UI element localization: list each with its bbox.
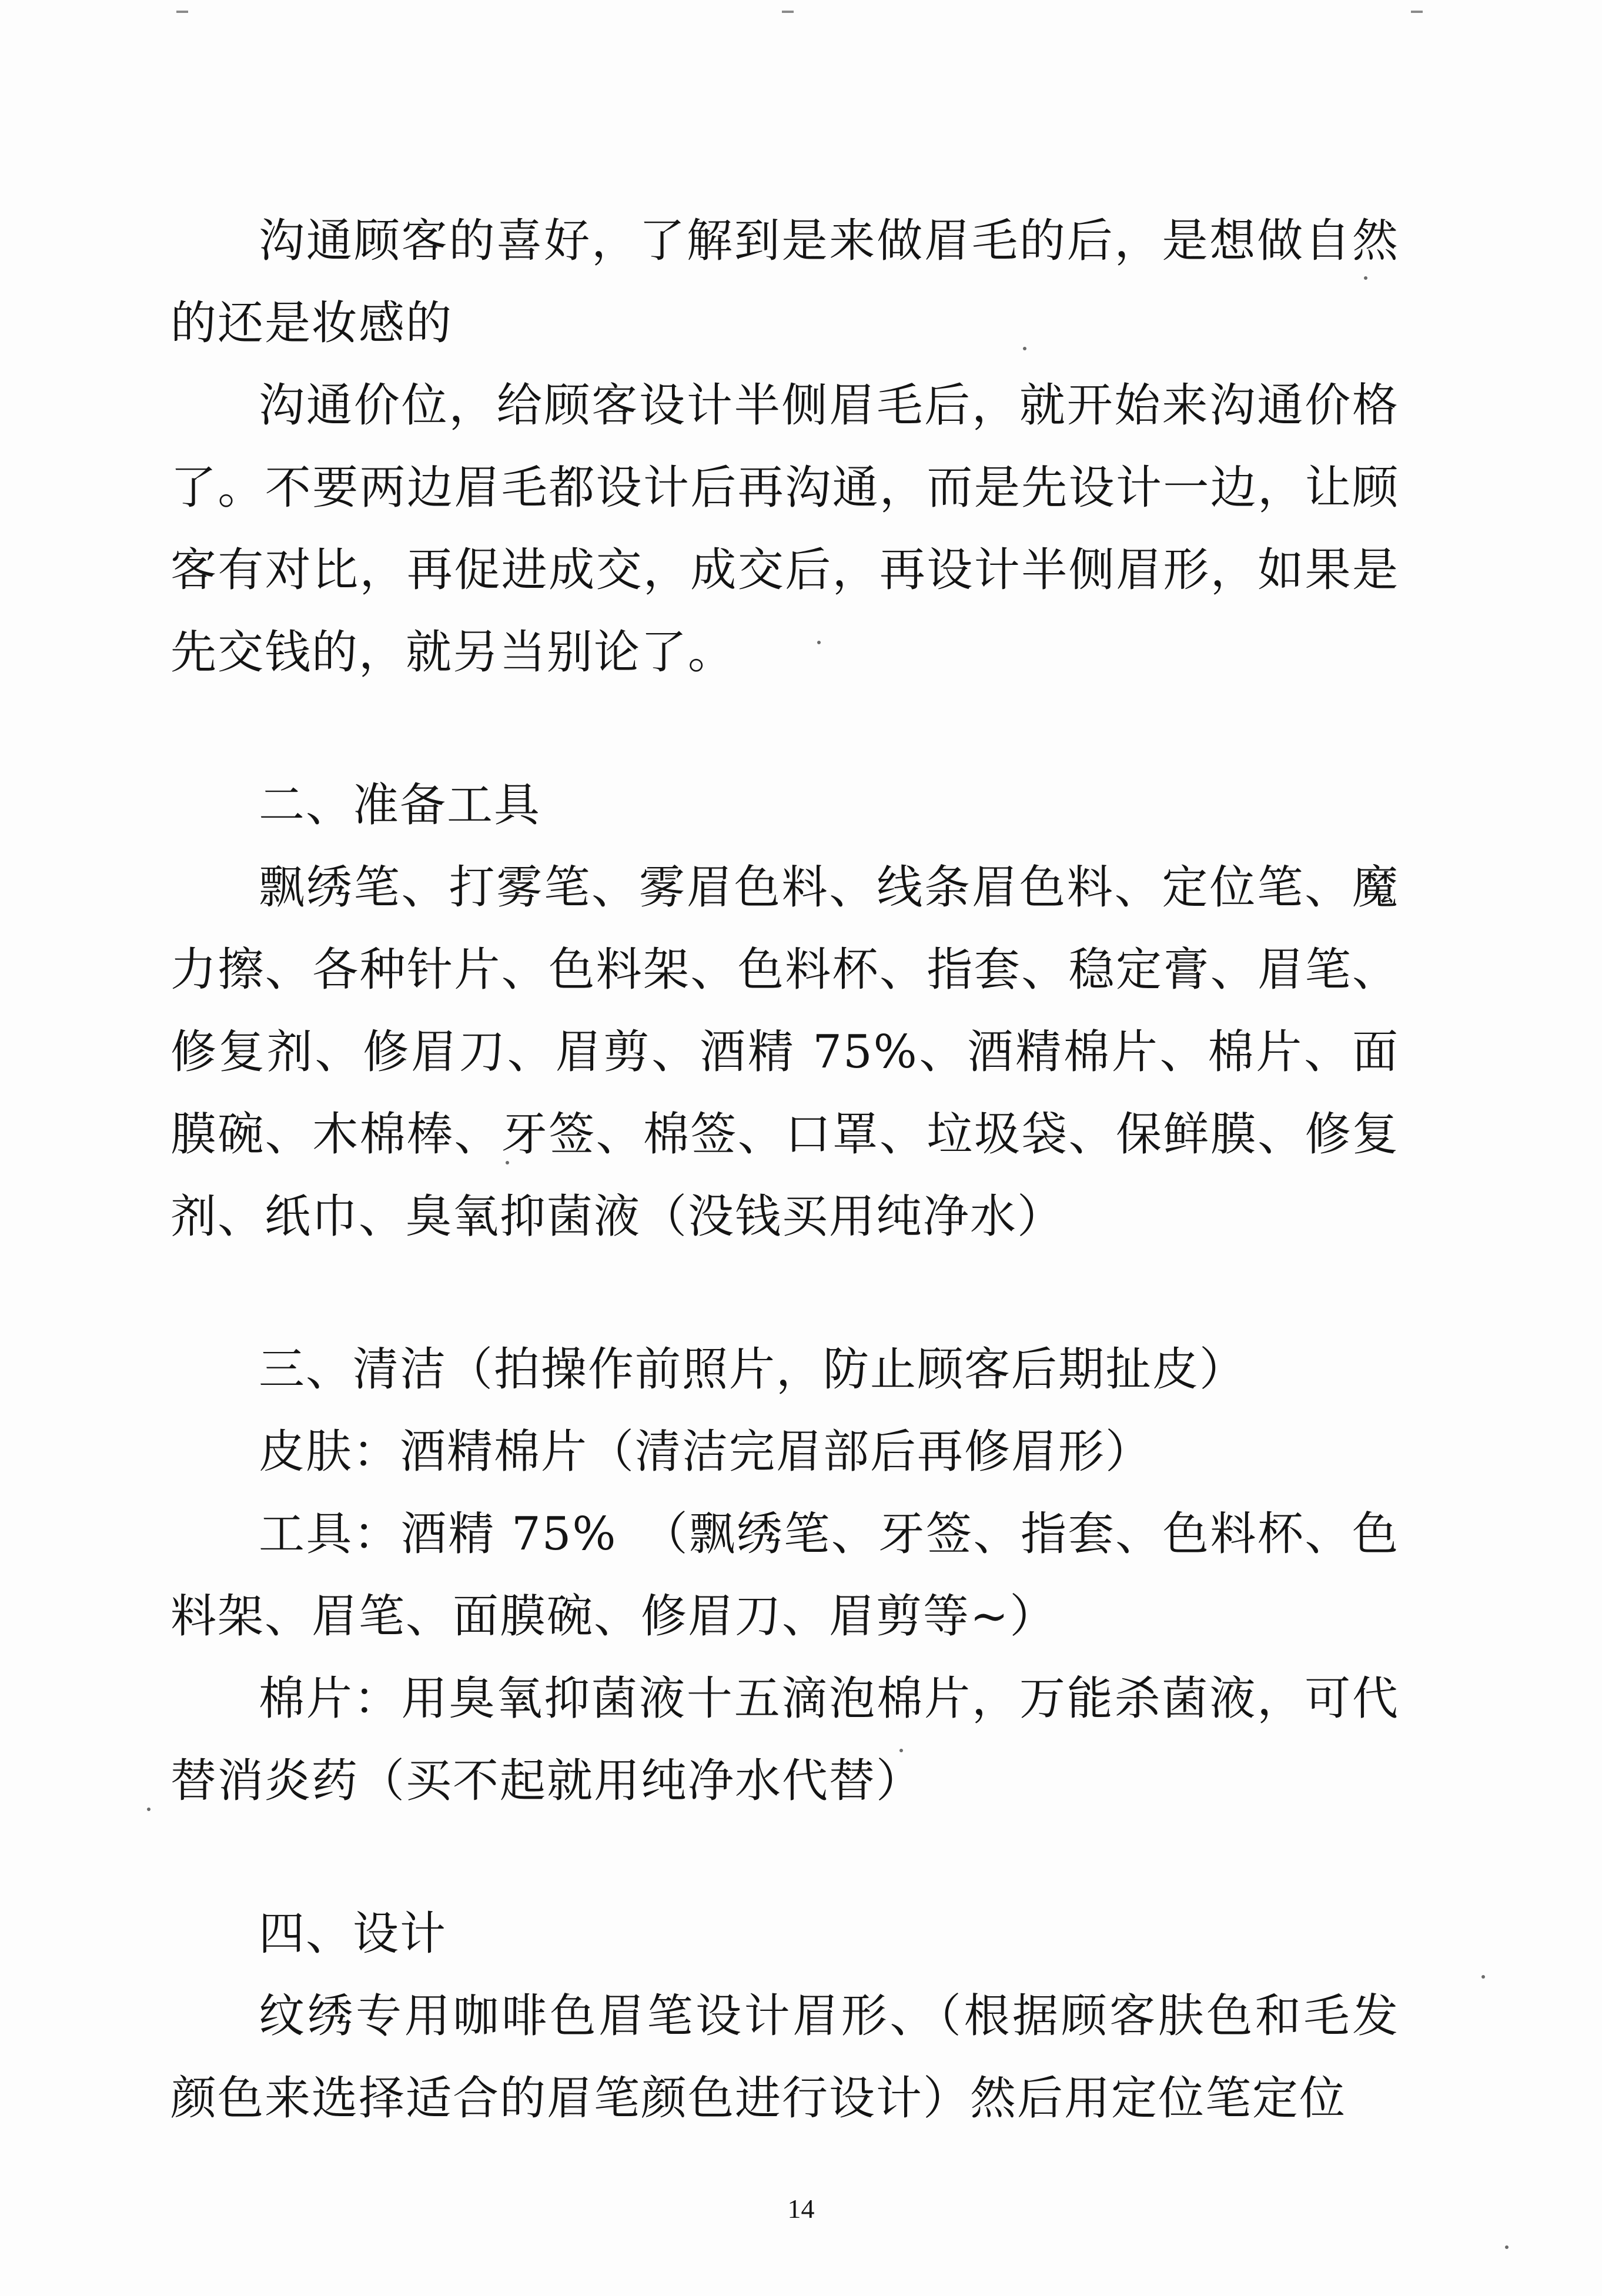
scan-edge-mark xyxy=(782,11,794,13)
scan-speck xyxy=(1023,347,1026,350)
paragraph-pricing: 沟通价位，给顾客设计半侧眉毛后，就开始来沟通价格了。不要两边眉毛都设计后再沟通，而是先设计一边，让顾客有对比，再促进成交，成交后，再设计半侧眉形，如果是先交钱的，就另当别论了。 xyxy=(170,379,1399,679)
page-number: 14 xyxy=(787,2194,815,2224)
heading-design: 四、设计 xyxy=(259,1907,447,1960)
heading-cleaning: 三、清洁（拍操作前照片，防止顾客后期扯皮） xyxy=(259,1343,1247,1396)
scan-edge-mark xyxy=(1411,11,1423,13)
paragraph-preferences: 沟通顾客的喜好，了解到是来做眉毛的后，是想做自然的还是妆感的 xyxy=(170,215,1399,350)
paragraph-design: 纹绣专用咖啡色眉笔设计眉形、（根据顾客肤色和毛发颜色来选择适合的眉笔颜色进行设计）然后用定位笔定位 xyxy=(170,1990,1399,2125)
paragraph-cotton-pads: 棉片：用臭氧抑菌液十五滴泡棉片，万能杀菌液，可代替消炎药（买不起就用纯净水代替） xyxy=(170,1672,1399,1808)
scan-speck xyxy=(506,1161,509,1164)
scan-speck xyxy=(1481,1975,1485,1979)
paragraph-tool-cleaning: 工具：酒精 75% （飘绣笔、牙签、指套、色料杯、色料架、眉笔、面膜碗、修眉刀、眉剪等~） xyxy=(170,1508,1399,1643)
scan-speck xyxy=(147,1808,150,1811)
heading-prepare-tools: 二、准备工具 xyxy=(259,779,541,832)
document-body xyxy=(170,200,1399,2140)
paragraph-tool-list: 飘绣笔、打雾笔、雾眉色料、线条眉色料、定位笔、魔力擦、各种针片、色料架、色料杯、指套、稳定膏、眉笔、修复剂、修眉刀、眉剪、酒精 75%、酒精棉片、棉片、面膜碗、木棉棒、牙签、棉签、口罩、垃圾袋、保鲜膜、修复剂、纸巾、臭氧抑菌液（没钱买用纯净水） xyxy=(170,861,1399,1243)
scan-speck xyxy=(899,1749,903,1752)
scan-speck xyxy=(1505,2245,1509,2249)
scan-speck xyxy=(1364,276,1367,280)
scan-speck xyxy=(817,641,821,644)
scan-edge-mark xyxy=(176,11,188,13)
paragraph-skin-cleaning: 皮肤：酒精棉片（清洁完眉部后再修眉形） xyxy=(259,1425,1153,1478)
